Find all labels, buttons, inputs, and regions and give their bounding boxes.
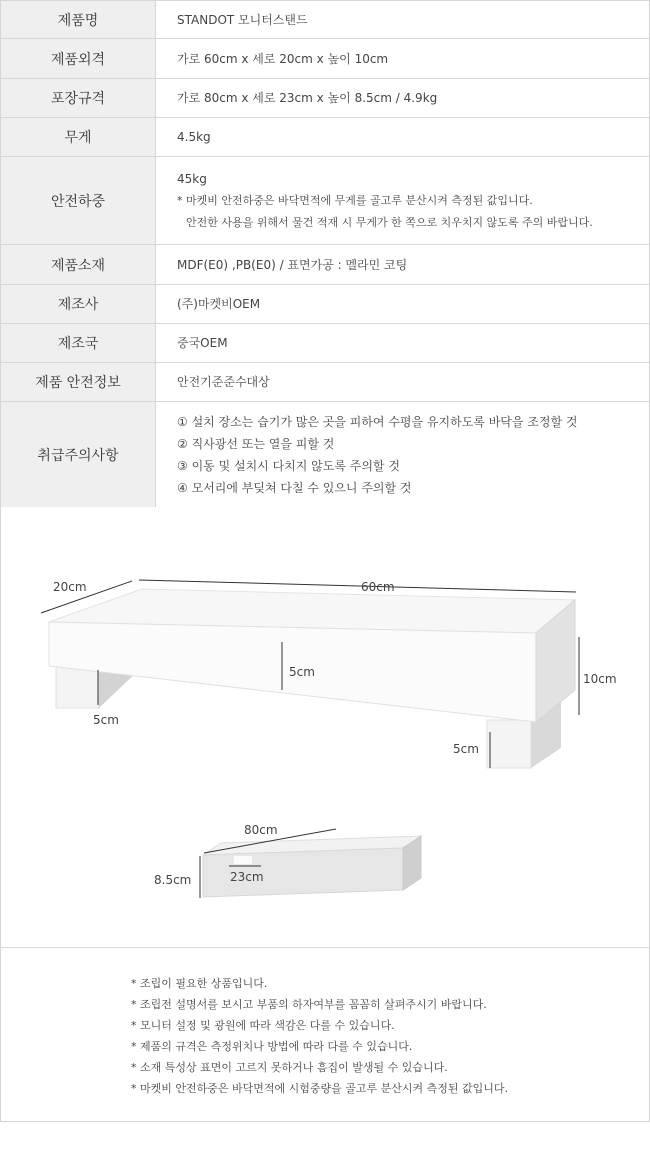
box-illustration bbox=[200, 829, 421, 898]
box-width-label: 80cm bbox=[244, 823, 278, 837]
spec-row bbox=[1, 363, 650, 402]
spec-value: STANDOT 모니터스탠드 bbox=[156, 1, 650, 39]
spec-label: 포장규격 bbox=[1, 79, 156, 118]
spec-label: 제품소재 bbox=[1, 245, 156, 285]
spec-label: 제조사 bbox=[1, 285, 156, 324]
notice-list bbox=[1, 948, 649, 1099]
caution-item: ② 직사광선 또는 열을 피할 것 bbox=[177, 436, 335, 451]
notice-item: * 소재 특성상 표면이 고르지 못하거나 흠집이 발생될 수 있습니다. bbox=[131, 1061, 448, 1074]
caution-item: ④ 모서리에 부딪쳐 다칠 수 있으니 주의할 것 bbox=[177, 480, 412, 495]
spec-row bbox=[1, 285, 650, 324]
stand-depth-label: 20cm bbox=[53, 580, 87, 594]
spec-note: * 마켓비 안전하중은 바닥면적에 무게를 골고루 분산시켜 측정된 값입니다. bbox=[177, 193, 533, 207]
spec-label: 제품명 bbox=[1, 1, 156, 39]
stand-leg-left-label: 5cm bbox=[93, 713, 119, 727]
stand-width-label: 60cm bbox=[361, 580, 395, 594]
notice-item: * 모니터 설정 및 광원에 따라 색감은 다를 수 있습니다. bbox=[131, 1019, 395, 1032]
spec-label: 제조국 bbox=[1, 324, 156, 363]
spec-row bbox=[1, 1, 650, 39]
notice-item: * 제품의 규격은 측정위치나 방법에 따라 다를 수 있습니다. bbox=[131, 1040, 413, 1053]
caution-item: ① 설치 장소는 습기가 많은 곳을 피하여 수평을 유지하도록 바닥을 조정할 것 bbox=[177, 414, 578, 429]
spec-value: (주)마켓비OEM bbox=[156, 285, 650, 324]
spec-label: 안전하중 bbox=[1, 157, 156, 245]
spec-label: 제품 안전정보 bbox=[1, 363, 156, 402]
spec-table bbox=[0, 0, 650, 508]
spec-value: 중국OEM bbox=[156, 324, 650, 363]
stand-leg-right-label: 5cm bbox=[453, 742, 479, 756]
spec-value: MDF(E0) ,PB(E0) / 표면가공 : 멜라민 코팅 bbox=[156, 245, 650, 285]
dimension-illustration bbox=[1, 507, 649, 947]
spec-value: 가로 80cm x 세로 23cm x 높이 8.5cm / 4.9kg bbox=[156, 79, 650, 118]
spec-row bbox=[1, 79, 650, 118]
spec-label: 제품외격 bbox=[1, 39, 156, 79]
caution-item: ③ 이동 및 설치시 다치지 않도록 주의할 것 bbox=[177, 458, 400, 473]
notice-item: * 마켓비 안전하중은 바닥면적에 시험중량을 골고루 분산시켜 측정된 값입니다. bbox=[131, 1082, 508, 1095]
spec-value: 안전기준준수대상 bbox=[156, 363, 650, 402]
spec-row bbox=[1, 118, 650, 157]
spec-label: 취급주의사항 bbox=[1, 402, 156, 508]
spec-label: 무게 bbox=[1, 118, 156, 157]
spec-row bbox=[1, 39, 650, 79]
stand-height-label: 10cm bbox=[583, 672, 617, 686]
spec-row bbox=[1, 245, 650, 285]
spec-value-block bbox=[156, 402, 650, 508]
spec-value: 4.5kg bbox=[156, 118, 650, 157]
spec-value: 가로 60cm x 세로 20cm x 높이 10cm bbox=[156, 39, 650, 79]
notice-item: * 조립이 필요한 상품입니다. bbox=[131, 977, 268, 990]
notice-item: * 조립전 설명서를 보시고 부품의 하자여부를 꼼꼼히 살펴주시기 바랍니다. bbox=[131, 998, 487, 1011]
spec-row bbox=[1, 324, 650, 363]
box-height-label: 8.5cm bbox=[154, 873, 192, 887]
box-depth-label: 23cm bbox=[230, 870, 264, 884]
notice-section bbox=[0, 947, 650, 1122]
dimension-diagram bbox=[0, 507, 650, 948]
spec-value: 45kg bbox=[177, 171, 207, 186]
stand-top-thickness-label: 5cm bbox=[289, 665, 315, 679]
spec-row bbox=[1, 402, 650, 508]
spec-value-block bbox=[156, 157, 650, 245]
spec-row bbox=[1, 157, 650, 245]
spec-note: 안전한 사용을 위해서 물건 적재 시 무게가 한 쪽으로 치우치지 않도록 주의 바랍니다. bbox=[186, 215, 593, 229]
